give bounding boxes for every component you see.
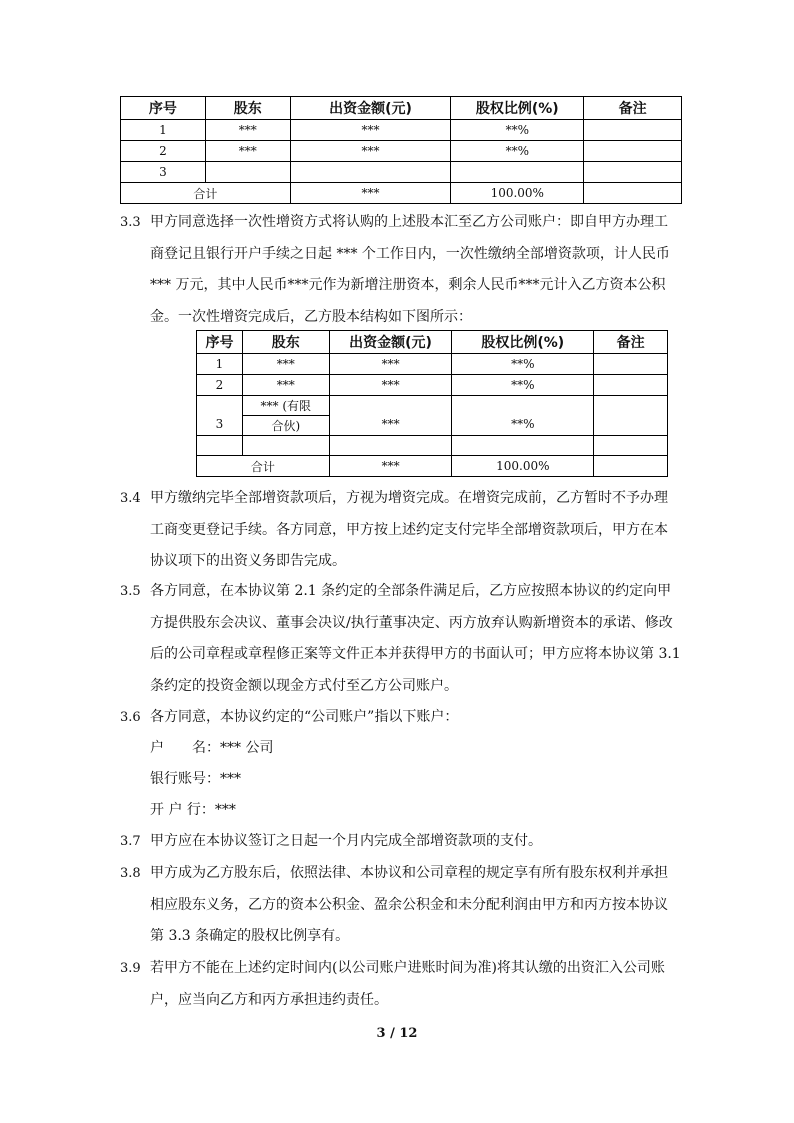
clause-3-8-text: 甲方成为乙方股东后，依照法律、本协议和公司章程的规定享有所有股东权利并承担 相应股东义务，乙方的资本公积金、盈余公积金和未分配利润由甲方和丙方按本协议 第 3.3 条确定的股权比例享有。	[150, 865, 668, 944]
header-amount: 出资金额(元)	[329, 331, 452, 354]
table-row: 1 *** *** **%	[121, 120, 682, 141]
header-note: 备注	[584, 97, 682, 120]
clause-3-4-text: 甲方缴纳完毕全部增资款项后，方视为增资完成。在增资完成前，乙方暂时不予办理 工商变更登记手续。各方同意，甲方按上述约定支付完毕全部增资款项后，甲方在本 协议项下的出资义务即告完成。	[150, 490, 668, 569]
table-row: 1 *** *** **%	[197, 354, 668, 375]
clause-number: 3.3	[120, 215, 141, 230]
clause-3-5-text: 各方同意，在本协议第 2.1 条约定的全部条件满足后，乙方应按照本协议的约定向甲 方提供股东会决议、董事会决议/执行董事决定、丙方放弃认购新增资本的承诺、修改 后的公司章程或章程修正案等文件正本并获得甲方的书面认可；甲方应将本协议第 3.1 条约定的投资金额以现金方式付至乙方公司账户。	[150, 583, 681, 694]
clause-3-7-text: 甲方应在本协议签订之日起一个月内完成全部增资款项的支付。	[150, 833, 542, 849]
table-row: 3 *** (有限 *** **%	[197, 396, 668, 416]
total-row: 合计 *** 100.00%	[197, 456, 668, 477]
clause-number: 3.4	[120, 491, 141, 506]
share-structure-table-before	[120, 96, 682, 204]
page-number: 3 / 12	[376, 1026, 418, 1041]
clause-number: 3.8	[120, 866, 141, 881]
header-shareholder: 股东	[242, 331, 329, 354]
share-structure-table-after: 序号 股东 出资金额(元) 股权比例(%) 备注 1 *** *** **% 2 *** *** **% 3 *** (有限 *** **% 合伙) 合计 *** 100.00%	[196, 330, 668, 477]
clause-3-6-text: 各方同意，本协议约定的“公司账户”指以下账户：	[150, 709, 459, 725]
header-no: 序号	[197, 331, 243, 354]
header-note: 备注	[594, 331, 668, 354]
header-ratio: 股权比例(%)	[452, 331, 594, 354]
account-name-row: 户 名：*** 公司	[150, 740, 274, 756]
clause-3-9-text: 若甲方不能在上述约定时间内(以公司账户进账时间为准)将其认缴的出资汇入公司账 户，应当向乙方和丙方承担违约责任。	[150, 960, 665, 1008]
table-row: 3	[121, 162, 682, 183]
clause-3-3-text: 甲方同意选择一次性增资方式将认购的上述股本汇至乙方公司账户：即自甲方办理工 商登记且银行开户手续之日起 *** 个工作日内，一次性缴纳全部增资款项，计人民币 *** 万元，其中人民币***元作为新增注册资本，剩余人民币***元计入乙方资本公积 金。一次性增资完成后，乙方股本结构如下图所示：	[150, 214, 670, 325]
clause-number: 3.7	[120, 834, 141, 849]
header-ratio: 股权比例(%)	[451, 97, 584, 120]
header-shareholder: 股东	[205, 97, 290, 120]
table-row: 2 *** *** **%	[121, 141, 682, 162]
header-amount: 出资金额(元)	[290, 97, 451, 120]
clause-number: 3.6	[120, 710, 141, 725]
table-row: 2 *** *** **%	[197, 375, 668, 396]
header-no: 序号	[121, 97, 206, 120]
clause-number: 3.5	[120, 584, 141, 599]
clause-number: 3.9	[120, 961, 141, 976]
table-row	[197, 436, 668, 456]
account-number-row: 银行账号：***	[150, 771, 241, 787]
total-row: 合计 *** 100.00%	[121, 183, 682, 204]
account-bank-row: 开 户 行：***	[150, 802, 236, 818]
